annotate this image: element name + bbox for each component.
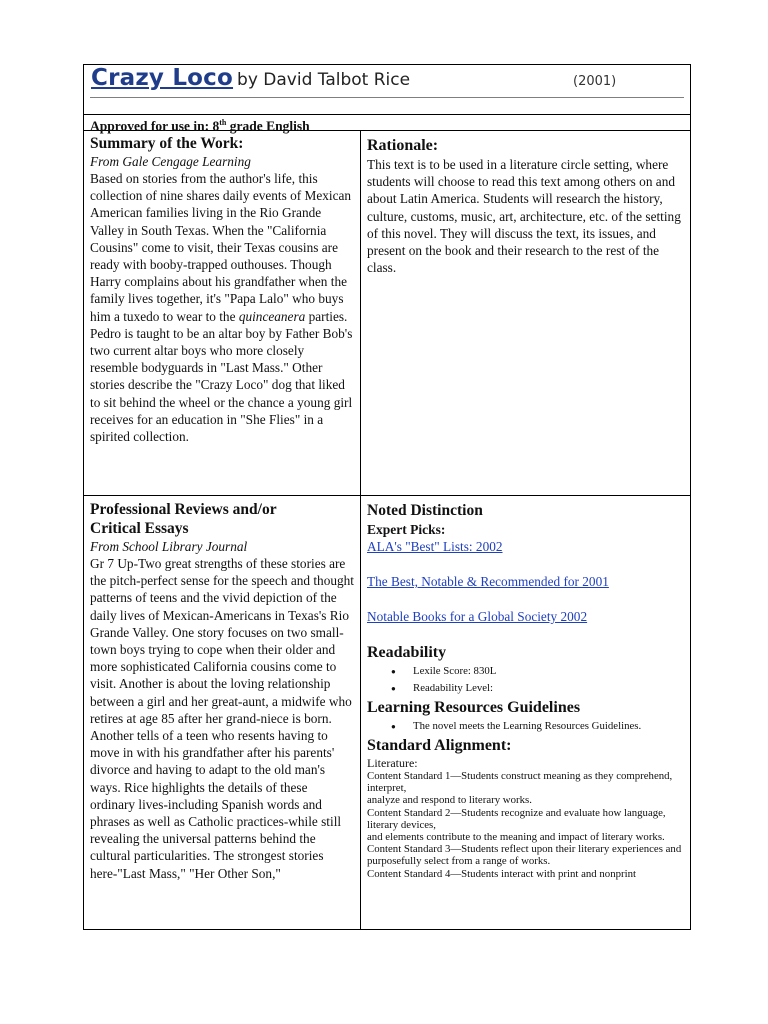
reviews-heading-line2: Critical Essays <box>90 520 189 537</box>
title-line <box>91 65 410 91</box>
reviews-source: From School Library Journal <box>90 539 248 554</box>
document-table <box>83 64 691 930</box>
approved-superscript: th <box>219 118 227 127</box>
standard-line: Content Standard 4—Students interact with print and nonprint <box>367 867 636 880</box>
summary-cell <box>84 131 361 496</box>
approved-suffix: grade English <box>226 118 310 134</box>
spacer <box>367 590 684 608</box>
distinction-cell <box>361 496 690 929</box>
lexile-score-item: ● Lexile Score: 830L <box>413 663 684 680</box>
summary-source: From Gale Cengage Learning <box>90 154 251 169</box>
summary-text-part2: parties. Pedro is taught to be an altar boy by Father Bob's two current altar boys who more closely resemble bodyguards in "Last Mass." Other stories describe the "Crazy Loco" dog that liked to sit behind the wheel or the chance a young girl receives for an education in "She Flies" in a spirited collection. <box>90 308 353 445</box>
summary-text-part1: Based on stories from the author's life, this collection of nine shares daily events of Mexican American families living in the Rio Grande Valley in South Texas. When the "California Cousins" come to visit, their Texas cousins are ready with booby-trapped outhouses. Though Harry complains about his grandfather when the family lives together, it's "Papa Lalo" who buys him a tuxedo to wear to the <box>90 171 352 324</box>
standards-lead: Literature: <box>367 756 418 770</box>
distinction-heading: Noted Distinction <box>367 502 483 519</box>
reviews-cell <box>84 496 361 929</box>
publication-year: (2001) <box>573 74 617 89</box>
book-title-link[interactable]: Crazy Loco <box>91 65 234 91</box>
readability-heading: Readability <box>367 644 447 661</box>
award-link-ala-best[interactable]: ALA's "Best" Lists: 2002 <box>367 539 503 554</box>
award-link-best-notable[interactable]: The Best, Notable & Recommended for 2001 <box>367 574 609 589</box>
title-header <box>84 65 690 114</box>
rationale-cell <box>361 131 690 496</box>
guidelines-heading: Learning Resources Guidelines <box>367 699 581 716</box>
summary-heading: Summary of the Work: <box>90 135 244 152</box>
spacer <box>367 555 684 573</box>
standard-line: Content Standard 1—Students construct meaning as they comprehend, interpret, <box>367 770 673 795</box>
header-divider <box>90 97 684 98</box>
standard-line: and elements contribute to the meaning and impact of literary works. <box>367 831 665 844</box>
standard-line: Content Standard 2—Students recognize and evaluate how language, literary devices, <box>367 806 666 831</box>
reviews-text: Gr 7 Up-Two great strengths of these stories are the pitch-perfect sense for the speech and thought patterns of teens and the vivid depiction of the daily lives of Mexican-Americans in Texas's Rio Grande Valley. One story focuses on two small-town boys trying to cope when their older and more sophisticated California cousins come to visit. Another is about the loving relationship between a girl and her great-aunt, a midwife who retires at age 85 after her grand-niece is born. Another tells of a teen who resents having to move in with his grandfather after his parents' divorce and having to adapt to the old man's ways. Rice highlights the details of these ordinary lives-including Spanish words and phrases as well as Catholic practices-while still revealing the universal patterns behind the cultural particularities. The strongest stories here-"Last Mass," "Her Other Son," <box>90 556 354 881</box>
standard-line: analyze and respond to literary works. <box>367 794 532 807</box>
award-link-global-society[interactable]: Notable Books for a Global Society 2002 <box>367 609 588 624</box>
standards-heading: Standard Alignment: <box>367 737 512 754</box>
readability-level-item: ● Readability Level: <box>413 680 684 697</box>
approved-row <box>84 114 690 134</box>
expert-picks-label: Expert Picks: <box>367 522 446 537</box>
author-byline: by David Talbot Rice <box>237 70 411 90</box>
rationale-text: This text is to be used in a literature circle setting, where students will choose to read this text among others on and about Latin America. Students will research the history, culture, customs, music, art, architecture, etc. of the setting of this novel. They will discuss the text, its issues, and present on the book and their research to the rest of the class. <box>367 157 681 276</box>
standard-line: Content Standard 3—Students reflect upon their literary experiences and <box>367 843 682 856</box>
rationale-heading: Rationale: <box>367 137 439 154</box>
guidelines-item: ● The novel meets the Learning Resources Guidelines. <box>413 718 684 735</box>
summary-text <box>90 170 354 445</box>
readability-list <box>367 663 684 697</box>
guidelines-list <box>367 718 684 735</box>
summary-italic-word: quinceanera <box>238 308 306 324</box>
approved-prefix: Approved for use in: 8 <box>90 118 220 134</box>
reviews-heading-line1: Professional Reviews and/or <box>90 501 277 518</box>
standard-line: purposefully select from a range of works. <box>367 855 551 868</box>
